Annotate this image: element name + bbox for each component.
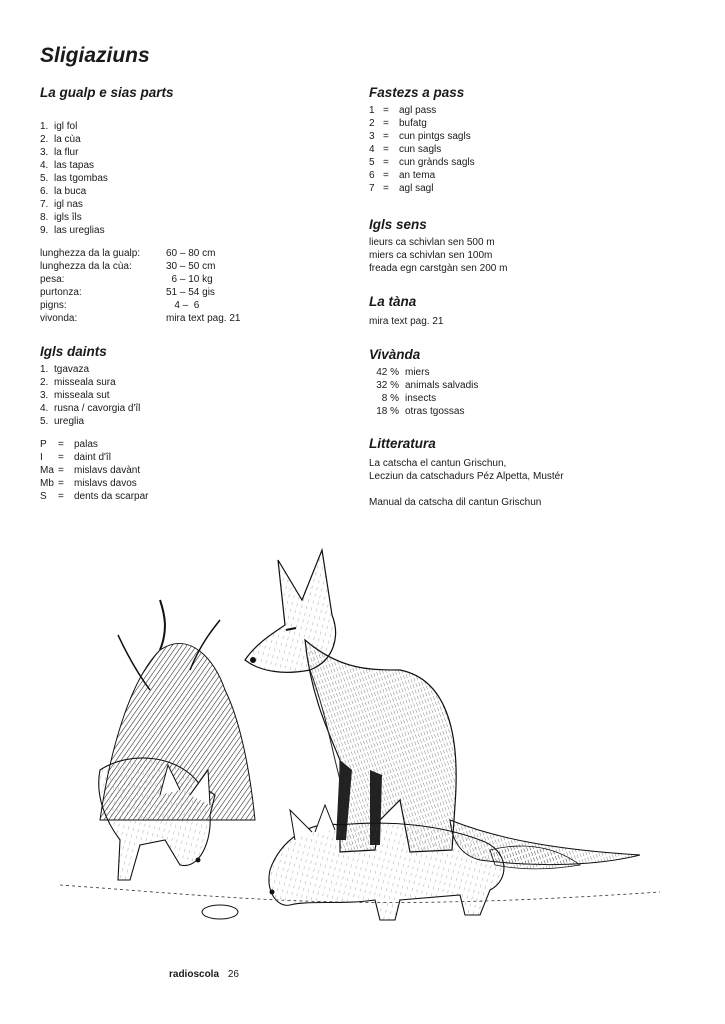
left-column [40, 84, 340, 503]
right-column [369, 84, 699, 509]
litteratura-text [369, 457, 699, 509]
footer-label: radioscola [169, 969, 220, 980]
abbreviation-row: P = palas [40, 439, 98, 450]
list-item: 42 % miers [376, 367, 430, 378]
text-line: freada egn carstgàn sen 200 m [369, 263, 508, 274]
list-item: 9. las ureglias [40, 225, 105, 236]
list-item: 2 = bufatg [369, 118, 427, 129]
abbreviation-row: Mb = mislavs davos [40, 478, 137, 489]
list-item: 3. misseala sut [40, 390, 110, 401]
list-item: 18 % otras tgossas [376, 406, 465, 417]
text-line: Lecziun da catschadurs Péz Alpetta, Mustér [369, 471, 564, 482]
list-item: 8 % insects [381, 393, 437, 404]
measure-row: vivonda: mira text pag. 21 [40, 313, 241, 324]
list-item: 6. la buca [40, 186, 87, 197]
page-title: Sligiaziuns [40, 44, 150, 67]
parts-list [40, 120, 340, 237]
measure-row: lunghezza da la cùa: 30 – 50 cm [40, 261, 216, 272]
list-item: 4. rusna / cavorgia d'îl [40, 403, 141, 414]
abbreviation-row: S = dents da scarpar [40, 491, 149, 502]
list-item: 5. ureglia [40, 416, 85, 427]
page-footer [169, 969, 239, 980]
list-item: 32 % animals salvadis [376, 380, 479, 391]
measure-row: purtonza: 51 – 54 gis [40, 287, 215, 298]
section-heading-sens: Igls sens [369, 217, 427, 232]
tana-text [369, 315, 699, 328]
list-item: 1. igl fol [40, 121, 78, 132]
abbreviation-row: I = daint d'îl [40, 452, 111, 463]
section-heading-daints: Igls daints [40, 344, 107, 359]
list-item: 3 = cun pintgs sagls [369, 131, 471, 142]
section-heading-parts: La gualp e sias parts [40, 85, 174, 100]
list-item: 3. la flur [40, 147, 79, 158]
list-item: 7. igl nas [40, 199, 83, 210]
daints-list [40, 363, 340, 428]
list-item: 4. las tapas [40, 160, 95, 171]
list-item: 7 = agl sagl [369, 183, 434, 194]
list-item: 4 = cun sagls [369, 144, 442, 155]
fox-illustration [40, 520, 680, 940]
list-item: 2. misseala sura [40, 377, 116, 388]
abbreviation-row: Ma = mislavs davànt [40, 465, 141, 476]
page-number: 26 [227, 969, 239, 980]
list-item: 1 = agl pass [369, 105, 437, 116]
list-item: 6 = an tema [369, 170, 436, 181]
text-line: miers ca schivlan sen 100m [369, 250, 493, 261]
vivanda-list [369, 366, 699, 418]
fastez-list [369, 104, 699, 195]
text-line: La catscha el cantun Grischun, [369, 458, 507, 469]
list-item: 5. las tgombas [40, 173, 108, 184]
measure-row: pigns: 4 – 6 [40, 300, 200, 311]
list-item: 2. la cùa [40, 134, 81, 145]
text-line: Manual da catscha dil cantun Grischun [369, 497, 542, 508]
section-heading-fastez: Fastezs a pass [369, 85, 465, 100]
section-heading-litteratura: Litteratura [369, 436, 436, 451]
adult-fox [245, 550, 456, 852]
section-heading-tana: La tàna [369, 294, 417, 309]
measure-row: pesa: 6 – 10 kg [40, 274, 213, 285]
text-line [369, 483, 699, 496]
measures-table [40, 247, 340, 325]
abbreviations-list [40, 438, 340, 503]
measure-row: lunghezza da la gualp: 60 – 80 cm [40, 248, 216, 259]
list-item: 5 = cun grànds sagls [369, 157, 475, 168]
sens-text [369, 236, 699, 275]
text-line: mira text pag. 21 [369, 316, 444, 327]
list-item: 1. tgavaza [40, 364, 90, 375]
section-heading-vivanda: Vivànda [369, 347, 421, 362]
list-item: 8. igls îls [40, 212, 82, 223]
text-line: lieurs ca schivlan sen 500 m [369, 237, 495, 248]
